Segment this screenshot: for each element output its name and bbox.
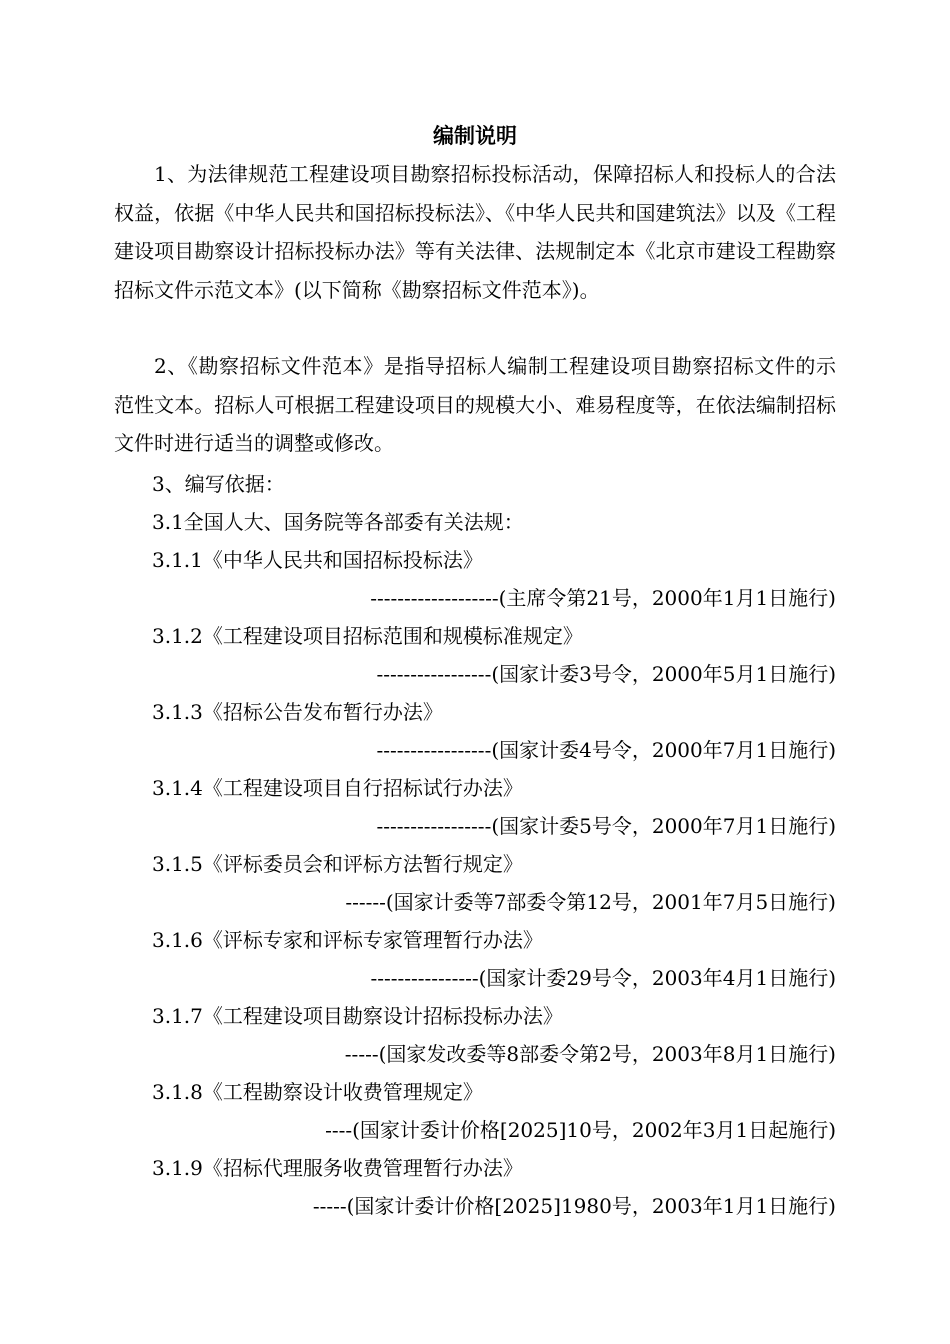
- regulation-title-7: 3.1.7《工程建设项目勘察设计招标投标办法》: [152, 1004, 563, 1028]
- regulation-reference-9: -----(国家计委计价格[2025]1980号，2003年1月1日施行): [312, 1194, 836, 1218]
- subsection-heading: 3.1全国人大、国务院等各部委有关法规：: [152, 510, 524, 534]
- regulation-title-1: 3.1.1《中华人民共和国招标投标法》: [152, 548, 483, 572]
- regulation-reference-2: -----------------(国家计委3号令，2000年5月1日施行): [376, 662, 836, 686]
- regulation-title-4: 3.1.4《工程建设项目自行招标试行办法》: [152, 776, 523, 800]
- regulation-reference-4: -----------------(国家计委5号令，2000年7月1日施行): [376, 814, 836, 838]
- regulation-title-3: 3.1.3《招标公告发布暂行办法》: [152, 700, 443, 724]
- regulation-title-6: 3.1.6《评标专家和评标专家管理暂行办法》: [152, 928, 543, 952]
- regulation-reference-5: ------(国家计委等7部委令第12号，2001年7月5日施行): [345, 890, 836, 914]
- paragraph-2: 2、《勘察招标文件范本》是指导招标人编制工程建设项目勘察招标文件的示范性文本。招标人可根据工程建设项目的规模大小、难易程度等，在依法编制招标文件时进行适当的调整或修改。: [114, 354, 836, 455]
- regulation-reference-6: ----------------(国家计委29号令，2003年4月1日施行): [370, 966, 836, 990]
- regulation-title-8: 3.1.8《工程勘察设计收费管理规定》: [152, 1080, 483, 1104]
- regulation-reference-3: -----------------(国家计委4号令，2000年7月1日施行): [376, 738, 836, 762]
- regulation-title-5: 3.1.5《评标委员会和评标方法暂行规定》: [152, 852, 523, 876]
- regulation-reference-7: -----(国家发改委等8部委令第2号，2003年8月1日施行): [344, 1042, 836, 1066]
- regulation-title-2: 3.1.2《工程建设项目招标范围和规模标准规定》: [152, 624, 583, 648]
- regulation-title-9: 3.1.9《招标代理服务收费管理暂行办法》: [152, 1156, 523, 1180]
- document-title: 编制说明: [433, 124, 517, 148]
- regulation-reference-8: ----(国家计委计价格[2025]10号，2002年3月1日起施行): [325, 1118, 836, 1142]
- section-heading: 3、编写依据：: [152, 472, 285, 496]
- paragraph-1: 1、为法律规范工程建设项目勘察招标投标活动，保障招标人和投标人的合法权益，依据《中华人民共和国招标投标法》、《中华人民共和国建筑法》以及《工程建设项目勘察设计招标投标办法》等有关法律、法规制定本《北京市建设工程勘察招标文件示范文本》(以下简称《勘察招标文件范本》)。: [114, 162, 836, 302]
- regulation-reference-1: -------------------(主席令第21号，2000年1月1日施行): [370, 586, 836, 610]
